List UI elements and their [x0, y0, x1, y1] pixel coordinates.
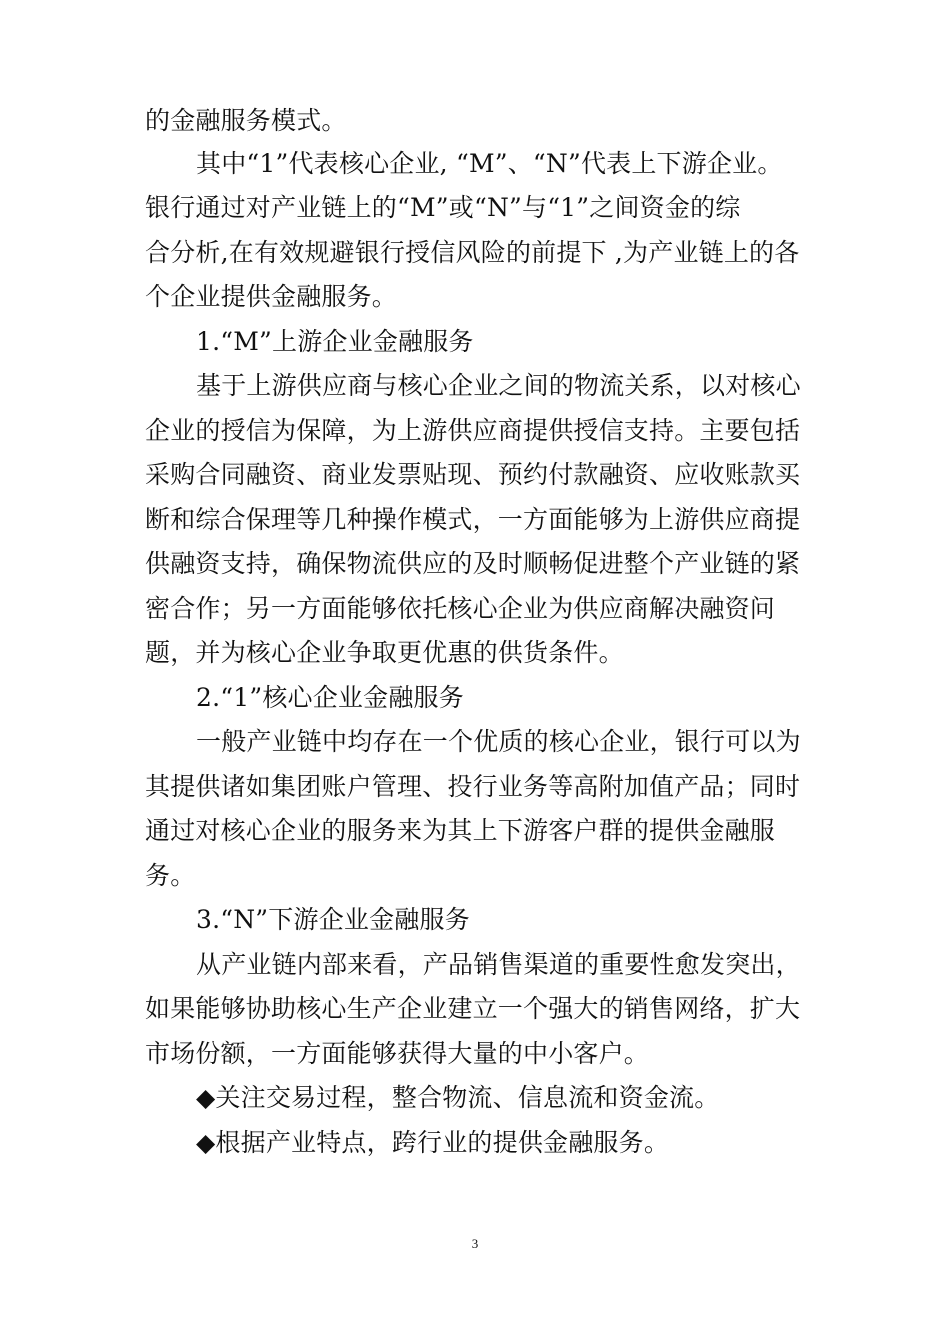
text-line: 供融资支持，确保物流供应的及时顺畅促进整个产业链的紧 [145, 549, 801, 578]
text-line: 采购合同融资、商业发票贴现、预约付款融资、应收账款买 [145, 460, 801, 489]
section-heading-m: 1.“M”上游企业金融服务 [196, 327, 474, 356]
text-line: 个企业提供金融服务。 [145, 282, 398, 311]
section-heading-1: 2.“1”核心企业金融服务 [196, 683, 464, 712]
text-line: 企业的授信为保障，为上游供应商提供授信支持。主要包括 [145, 416, 801, 445]
text-line: 通过对核心企业的服务来为其上下游客户群的提供金融服 [145, 816, 776, 845]
bullet-item: ◆关注交易过程，整合物流、信息流和资金流。 [196, 1083, 720, 1112]
bullet-item: ◆根据产业特点，跨行业的提供金融服务。 [196, 1128, 670, 1157]
text-line: 银行通过对产业链上的“M”或“N”与“1”之间资金的综 [145, 193, 741, 222]
paragraph-start: 基于上游供应商与核心企业之间的物流关系，以对核心 [196, 371, 801, 400]
text-line: 断和综合保理等几种操作模式，一方面能够为上游供应商提 [145, 505, 801, 534]
text-line: 市场份额，一方面能够获得大量的中小客户。 [145, 1039, 650, 1068]
paragraph-start: 其中“1”代表核心企业, “M”、“N”代表上下游企业。 [196, 149, 783, 178]
text-line: 的金融服务模式。 [145, 106, 347, 135]
paragraph-start: 一般产业链中均存在一个优质的核心企业，银行可以为 [196, 727, 801, 756]
text-line: 务。 [145, 861, 196, 890]
section-heading-n: 3.“N”下游企业金融服务 [196, 905, 470, 934]
text-line: 其提供诸如集团账户管理、投行业务等高附加值产品；同时 [145, 772, 801, 801]
text-line: 密合作；另一方面能够依托核心企业为供应商解决融资问 [145, 594, 776, 623]
text-line: 合分析,在有效规避银行授信风险的前提下 ,为产业链上的各 [145, 238, 800, 267]
text-line: 如果能够协助核心生产企业建立一个强大的销售网络，扩大 [145, 994, 801, 1023]
text-line: 题，并为核心企业争取更优惠的供货条件。 [145, 638, 624, 667]
page-number: 3 [471, 1236, 479, 1251]
paragraph-start: 从产业链内部来看，产品销售渠道的重要性愈发突出， [196, 950, 801, 979]
